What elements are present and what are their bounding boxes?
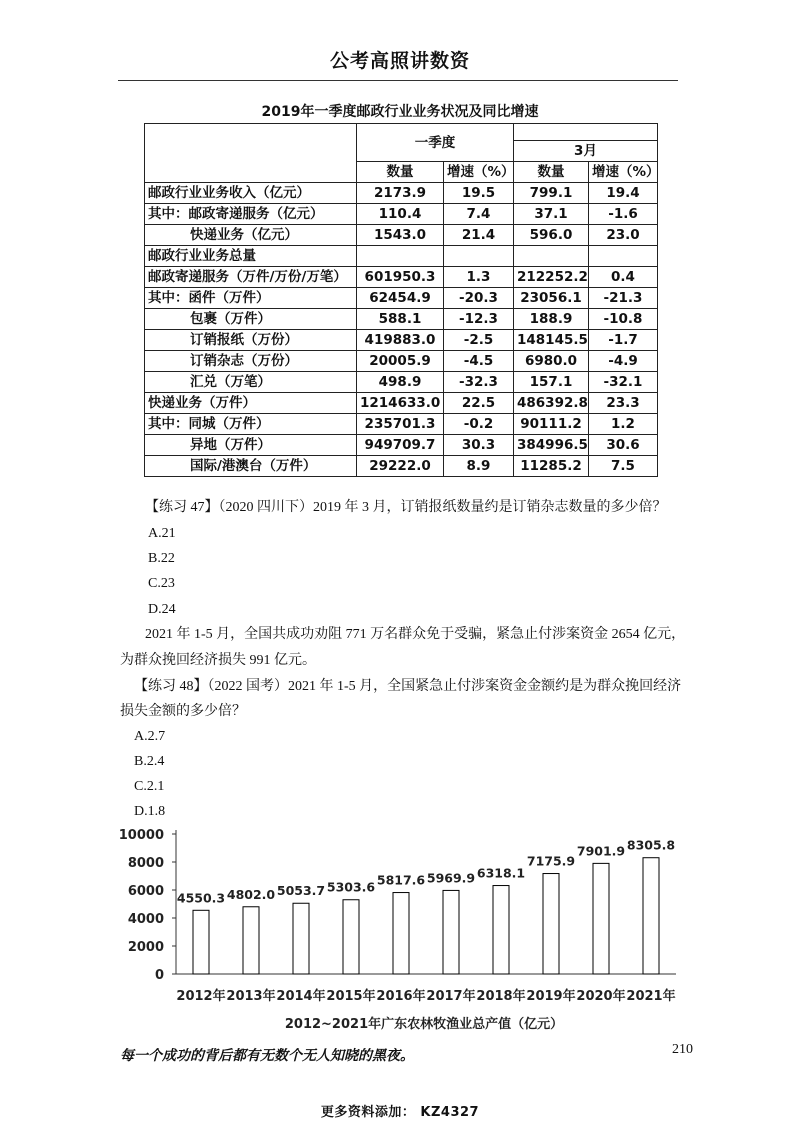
- bar: [643, 858, 659, 974]
- march-growth-cell: 19.4: [589, 183, 658, 204]
- y-tick-label: 4000: [127, 912, 164, 927]
- march-growth-cell: -32.1: [589, 372, 658, 393]
- march-growth-cell: 1.2: [589, 414, 658, 435]
- march-growth-cell: -1.7: [589, 330, 658, 351]
- q48-option-a: A.2.7: [134, 729, 166, 744]
- table-row: [145, 204, 658, 225]
- q1-qty-cell: 498.9: [357, 372, 444, 393]
- row-label: 异地（万件）: [145, 435, 357, 456]
- march-growth-cell: -4.9: [589, 351, 658, 372]
- table-row: [145, 414, 658, 435]
- march-growth-cell: 7.5: [589, 456, 658, 477]
- bar: [593, 863, 609, 974]
- q1-growth-cell: 1.3: [444, 267, 514, 288]
- q1-qty-cell: 601950.3: [357, 267, 444, 288]
- table-corner-cell: [145, 124, 357, 183]
- march-qty-cell: 384996.5: [514, 435, 589, 456]
- q1-growth-cell: 7.4: [444, 204, 514, 225]
- q1-qty-cell: [357, 246, 444, 267]
- table-row: [145, 393, 658, 414]
- x-tick-label: 2021年: [626, 989, 676, 1004]
- x-tick-label: 2012年: [176, 989, 226, 1004]
- bar-value-label: 8305.8: [626, 837, 676, 853]
- q1-qty-cell: 29222.0: [357, 456, 444, 477]
- march-growth-cell: -10.8: [589, 309, 658, 330]
- bar-value-label: 4802.0: [226, 886, 276, 902]
- q1-qty-cell: 588.1: [357, 309, 444, 330]
- q1-growth-cell: 8.9: [444, 456, 514, 477]
- bars: [177, 838, 675, 974]
- bar-value-label: 6318.1: [476, 865, 526, 881]
- row-label: 订销报纸（万份）: [145, 330, 357, 351]
- bar-value-label: 5969.9: [426, 870, 476, 886]
- bar-value-label: 4550.3: [176, 890, 226, 906]
- table-title: 2019年一季度邮政行业业务状况及同比增速: [261, 104, 539, 120]
- q1-growth-cell: -4.5: [444, 351, 514, 372]
- q1-qty-cell: 949709.7: [357, 435, 444, 456]
- x-tick-label: 2020年: [576, 989, 626, 1004]
- header-q1-growth: 增速（%）: [444, 162, 514, 183]
- q48-stem-line-1: 【练习 48】（2022 国考）2021 年 1-5 月，全国紧急止付涉案资金金额约是为群众挽回经济: [134, 679, 682, 694]
- x-tick-label: 2013年: [226, 989, 276, 1004]
- y-tick-label: 2000: [127, 940, 164, 955]
- x-tick-label: 2017年: [426, 989, 476, 1004]
- y-tick-label: 0: [154, 968, 164, 983]
- table-row: [145, 288, 658, 309]
- header-march: 3月: [514, 141, 658, 162]
- header-divider: [118, 80, 678, 81]
- march-growth-cell: 23.3: [589, 393, 658, 414]
- row-label: 包裹（万件）: [145, 309, 357, 330]
- march-growth-cell: -21.3: [589, 288, 658, 309]
- row-label: 邮政行业业务收入（亿元）: [145, 183, 357, 204]
- header-q1: 一季度: [357, 124, 514, 162]
- bar: [493, 886, 509, 974]
- q1-growth-cell: -32.3: [444, 372, 514, 393]
- march-qty-cell: 90111.2: [514, 414, 589, 435]
- march-qty-cell: 188.9: [514, 309, 589, 330]
- table-row: [145, 330, 658, 351]
- table-row: [145, 372, 658, 393]
- row-label: 其中：函件（万件）: [145, 288, 357, 309]
- header-q1-qty: 数量: [357, 162, 444, 183]
- bar: [343, 900, 359, 974]
- q48-option-c: C.2.1: [134, 779, 165, 794]
- bar-value-label: 5817.6: [376, 872, 426, 888]
- row-label: 国际/港澳台（万件）: [145, 456, 357, 477]
- page-number: 210: [672, 1042, 693, 1057]
- table-row: [145, 456, 658, 477]
- q1-growth-cell: -12.3: [444, 309, 514, 330]
- q1-qty-cell: 2173.9: [357, 183, 444, 204]
- y-tick-label: 6000: [127, 884, 164, 899]
- agri-output-bar-chart: [100, 820, 700, 1035]
- y-tick-label: 10000: [118, 828, 164, 843]
- q1-growth-cell: -0.2: [444, 414, 514, 435]
- passage-line-1: 2021 年 1-5 月，全国共成功劝阻 771 万名群众免于受骗，紧急止付涉案资金 2654 亿元，: [145, 627, 686, 642]
- bar: [543, 874, 559, 974]
- header-spacer: [514, 124, 658, 141]
- row-label: 邮政寄递服务（万件/万份/万笔）: [145, 267, 357, 288]
- q47-option-b: B.22: [148, 551, 175, 566]
- y-tick-label: 8000: [127, 856, 164, 871]
- march-qty-cell: 212252.2: [514, 267, 589, 288]
- table-row: [145, 435, 658, 456]
- q47-stem: 【练习 47】（2020 四川下）2019 年 3 月，订销报纸数量约是订销杂志数量的多少倍？: [145, 500, 667, 515]
- motto-text: 每一个成功的背后都有无数个无人知晓的黑夜。: [120, 1048, 414, 1064]
- x-tick-label: 2014年: [276, 989, 326, 1004]
- q1-growth-cell: 22.5: [444, 393, 514, 414]
- march-qty-cell: 596.0: [514, 225, 589, 246]
- march-growth-cell: [589, 246, 658, 267]
- march-qty-cell: 11285.2: [514, 456, 589, 477]
- march-qty-cell: 799.1: [514, 183, 589, 204]
- table-body: [145, 183, 658, 477]
- bar: [393, 893, 409, 974]
- table-row: [145, 246, 658, 267]
- table-row: [145, 351, 658, 372]
- bar: [243, 907, 259, 974]
- header-march-growth: 增速（%）: [589, 162, 658, 183]
- header-march-qty: 数量: [514, 162, 589, 183]
- q1-qty-cell: 1214633.0: [357, 393, 444, 414]
- march-growth-cell: 23.0: [589, 225, 658, 246]
- q1-qty-cell: 110.4: [357, 204, 444, 225]
- bar: [193, 910, 209, 974]
- q1-qty-cell: 419883.0: [357, 330, 444, 351]
- chart-title: 2012~2021年广东农林牧渔业总产值（亿元）: [284, 1017, 564, 1032]
- march-growth-cell: 0.4: [589, 267, 658, 288]
- row-label: 订销杂志（万份）: [145, 351, 357, 372]
- x-axis-labels: [176, 988, 675, 1004]
- x-tick-label: 2019年: [526, 989, 576, 1004]
- march-qty-cell: 486392.8: [514, 393, 589, 414]
- q1-qty-cell: 62454.9: [357, 288, 444, 309]
- march-qty-cell: 23056.1: [514, 288, 589, 309]
- row-label: 邮政行业业务总量: [145, 246, 357, 267]
- q1-growth-cell: 21.4: [444, 225, 514, 246]
- q1-growth-cell: 19.5: [444, 183, 514, 204]
- q48-stem-line-2: 损失金额的多少倍？: [120, 704, 246, 719]
- page-header-title: 公考高照讲数资: [329, 50, 470, 72]
- x-tick-label: 2016年: [376, 989, 426, 1004]
- q1-growth-cell: 30.3: [444, 435, 514, 456]
- march-qty-cell: 157.1: [514, 372, 589, 393]
- march-growth-cell: 30.6: [589, 435, 658, 456]
- q47-option-a: A.21: [148, 526, 176, 541]
- q1-growth-cell: -2.5: [444, 330, 514, 351]
- q1-growth-cell: [444, 246, 514, 267]
- bar-value-label: 7175.9: [526, 853, 576, 869]
- bar: [443, 890, 459, 974]
- passage-line-2: 为群众挽回经济损失 991 亿元。: [120, 653, 316, 668]
- bar-value-label: 7901.9: [576, 843, 626, 859]
- q1-growth-cell: -20.3: [444, 288, 514, 309]
- row-label: 快递业务（万件）: [145, 393, 357, 414]
- row-label: 快递业务（亿元）: [145, 225, 357, 246]
- q1-qty-cell: 1543.0: [357, 225, 444, 246]
- table-row: [145, 267, 658, 288]
- x-tick-label: 2018年: [476, 989, 526, 1004]
- q47-option-d: D.24: [148, 602, 176, 617]
- postal-statistics-table: [144, 123, 658, 477]
- table-row: [145, 225, 658, 246]
- bar-value-label: 5053.7: [276, 883, 326, 899]
- march-growth-cell: -1.6: [589, 204, 658, 225]
- row-label: 汇兑（万笔）: [145, 372, 357, 393]
- bar: [293, 903, 309, 974]
- q1-qty-cell: 235701.3: [357, 414, 444, 435]
- q1-qty-cell: 20005.9: [357, 351, 444, 372]
- bar-value-label: 5303.6: [326, 879, 376, 895]
- q47-option-c: C.23: [148, 576, 175, 591]
- table-row: [145, 183, 658, 204]
- contact-footer: 更多资料添加： KZ4327: [320, 1105, 480, 1120]
- march-qty-cell: 6980.0: [514, 351, 589, 372]
- march-qty-cell: 148145.5: [514, 330, 589, 351]
- q48-option-d: D.1.8: [134, 804, 166, 819]
- march-qty-cell: [514, 246, 589, 267]
- x-tick-label: 2015年: [326, 989, 376, 1004]
- table-row: [145, 309, 658, 330]
- march-qty-cell: 37.1: [514, 204, 589, 225]
- row-label: 其中：同城（万件）: [145, 414, 357, 435]
- q48-option-b: B.2.4: [134, 754, 165, 769]
- row-label: 其中：邮政寄递服务（亿元）: [145, 204, 357, 225]
